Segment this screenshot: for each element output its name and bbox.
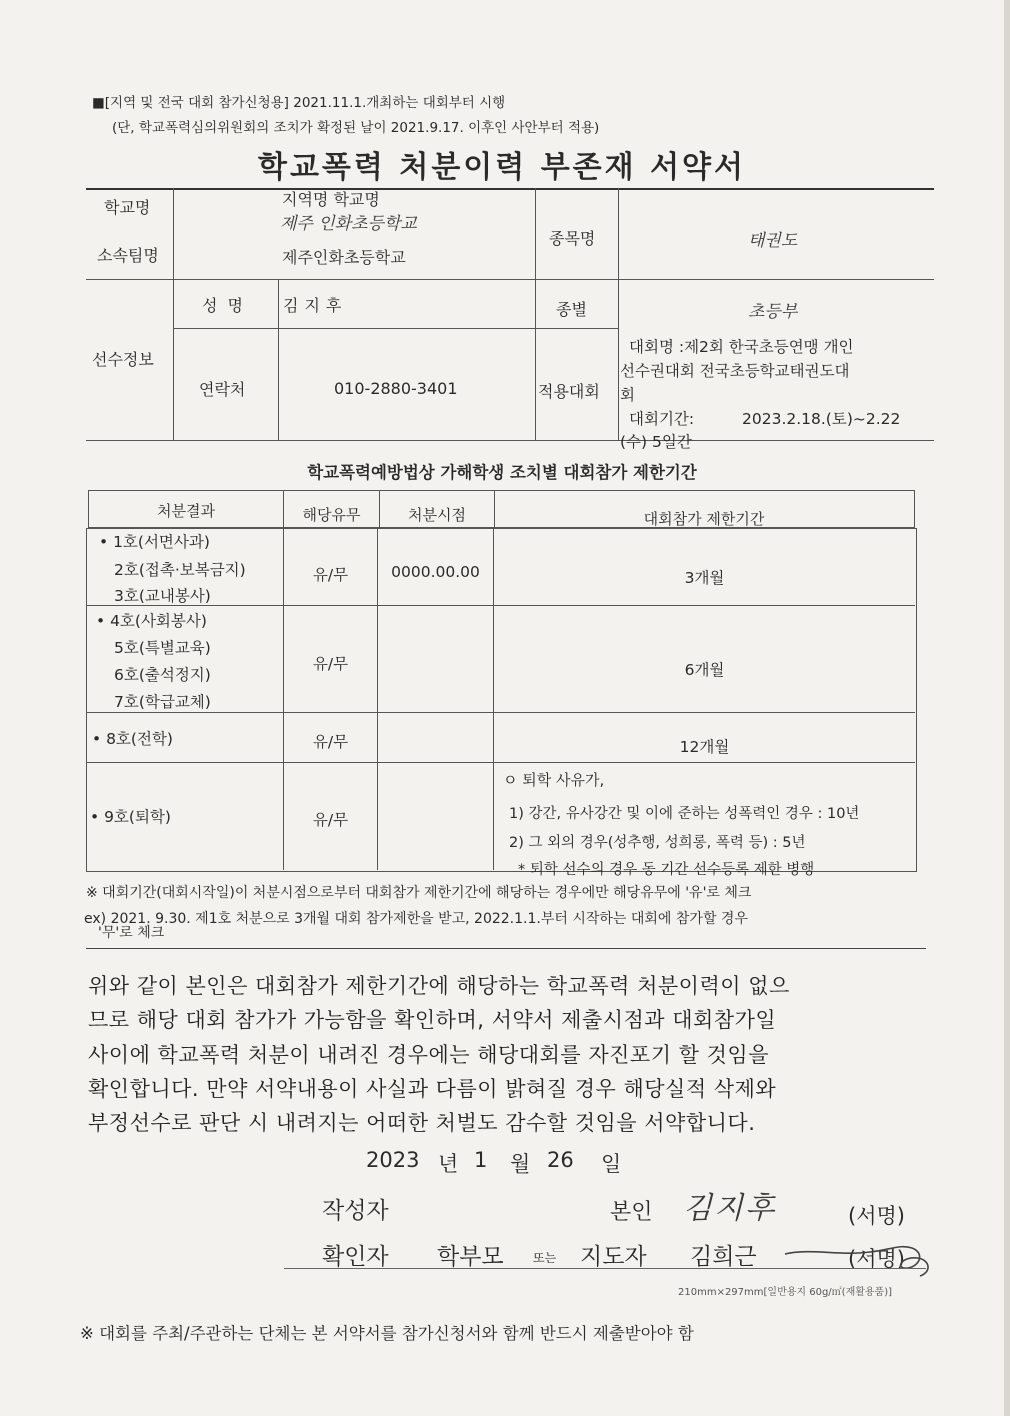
region-school-caption: 지역명 학교명 (282, 190, 380, 209)
example-line-1: ex) 2021. 9.30. 제1호 처분으로 3개월 대회 참가제한을 받고, 2022.1.1.부터 시작하는 대회에 참가할 경우 (84, 911, 748, 927)
writer-sign-mark: (서명) (848, 1204, 905, 1228)
contact-label: 연락처 (199, 380, 246, 399)
event-label: 종목명 (549, 229, 596, 248)
col-header-disposition-date: 처분시점 (408, 506, 466, 524)
pledge-line-4: 확인합니다. 만약 서약내용이 사실과 다름이 밝혀질 경우 해당실적 삭제와 (88, 1077, 777, 1101)
info-table-top (86, 188, 934, 190)
writer-label: 작성자 (322, 1198, 389, 1224)
competition-period-label: 대회기간: (629, 410, 695, 428)
table-row-3-applicable: 유/무 (312, 733, 349, 751)
table-row-3-period: 12개월 (679, 738, 730, 756)
writer-signature-name: 김지후 (683, 1191, 776, 1226)
table-row-2-item-2: 5호(특별교육) (114, 639, 211, 657)
table-row-3-item-1: • 8호(전학) (92, 730, 173, 748)
division-value: 초등부 (748, 302, 798, 322)
competition-period-duration: (수) 5일간 (620, 433, 692, 451)
date-year: 2023 (366, 1148, 420, 1172)
parent-label: 학부모 (437, 1244, 504, 1270)
pledge-line-1: 위와 같이 본인은 대회참가 제한기간에 해당하는 학교폭력 처분이력이 없으 (88, 974, 790, 998)
table-row-1-item-1: • 1호(서면사과) (99, 533, 210, 551)
expulsion-reason-2: 2) 그 외의 경우(성추행, 성희롱, 폭력 등) : 5년 (509, 835, 806, 851)
table-row-2-item-4: 7호(학급교체) (114, 693, 211, 711)
pledge-line-5: 부정선수로 판단 시 내려지는 어떠한 처벌도 감수할 것임을 서약합니다. (88, 1111, 756, 1135)
team-name-label: 소속팀명 (97, 246, 159, 265)
self-label: 본인 (610, 1200, 653, 1225)
coach-label: 지도자 (580, 1244, 647, 1270)
school-name-label: 학교명 (104, 198, 151, 217)
header-note-1: ■[지역 및 전국 대회 참가신청용] 2021.11.1.개최하는 대회부터 시행 (92, 95, 506, 111)
name-value: 김지후 (283, 296, 348, 315)
col-header-applicable: 해당유무 (302, 506, 361, 524)
school-name-value: 제주 인화초등학교 (280, 214, 417, 234)
table-row-2-item-1: • 4호(사회봉사) (96, 612, 207, 630)
col-header-result: 처분결과 (157, 502, 215, 520)
bottom-notice: ※ 대회를 주최/주관하는 단체는 본 서약서를 참가신청서와 함께 반드시 제출받아야 함 (80, 1324, 694, 1343)
coach-name: 김희근 (690, 1244, 757, 1270)
restriction-table-title: 학교폭력예방법상 가해학생 조치별 대회참가 제한기간 (307, 463, 697, 482)
competition-name-line-3: 회 (620, 386, 635, 404)
table-row-1-applicable: 유/무 (312, 566, 349, 584)
table-row-4-item-1: • 9호(퇴학) (90, 808, 171, 826)
coach-sign-mark: (서명) (848, 1247, 905, 1271)
document-title: 학교폭력 처분이력 부존재 서약서 (257, 150, 747, 185)
table-row-1-period: 3개월 (684, 569, 725, 587)
competition-name-line-1: 대회명 :제2회 한국초등연맹 개인 (629, 338, 854, 356)
or-label: 또는 (533, 1251, 557, 1265)
pledge-line-2: 므로 해당 대회 참가가 가능함을 확인하며, 서약서 제출시점과 대회참가일 (88, 1008, 777, 1032)
name-label: 성명 (202, 296, 253, 315)
expulsion-reason-title: ㅇ 퇴학 사유가, (503, 771, 605, 789)
division-label: 종별 (556, 300, 587, 319)
table-row-2-item-3: 6호(출석정지) (114, 666, 211, 684)
date-month: 1 (474, 1148, 488, 1172)
footnote-1: ※ 대회기간(대회시작일)이 처분시점으로부터 대회참가 제한기간에 해당하는 경우에만 해당유무에 '유'로 체크 (86, 885, 752, 901)
table-row-2-period: 6개월 (684, 661, 725, 679)
date-day: 26 (547, 1148, 574, 1172)
table-row-4-applicable: 유/무 (312, 811, 349, 829)
athlete-info-label: 선수정보 (92, 350, 154, 369)
competition-name-line-2: 선수권대회 전국초등학교태권도대 (620, 362, 850, 380)
date-month-unit: 월 (510, 1152, 531, 1176)
table-row-2-applicable: 유/무 (312, 655, 349, 673)
table-row-1-item-2: 2호(접촉·보복금지) (114, 561, 246, 579)
col-header-restriction-period: 대회참가 제한기간 (643, 510, 765, 528)
table-row-1-item-3: 3호(교내봉사) (114, 587, 211, 605)
paper-size-note: 210mm×297mm[일반용지 60g/㎡(재활용품)] (678, 1287, 893, 1298)
example-line-2: '무'로 체크 (98, 925, 165, 941)
header-note-2: (단, 학교폭력심의위원회의 조치가 확정된 날이 2021.9.17. 이후인 사안부터 적용) (112, 120, 600, 136)
pledge-line-3: 사이에 학교폭력 처분이 내려진 경우에는 해당대회를 자진포기 할 것임을 (88, 1043, 769, 1067)
expulsion-note: * 퇴학 선수의 경우 동 기간 선수등록 제한 병행 (518, 862, 815, 878)
applied-competition-label: 적용대회 (538, 382, 600, 401)
contact-value: 010-2880-3401 (334, 379, 458, 398)
competition-period-value: 2023.2.18.(토)~2.22 (742, 410, 901, 428)
confirmer-label: 확인자 (322, 1244, 389, 1270)
table-row-1-date: 0000.00.00 (391, 563, 480, 581)
event-value: 태권도 (748, 231, 798, 251)
handwritten-signature-scribble (780, 1226, 940, 1286)
team-name-value: 제주인화초등학교 (282, 248, 406, 267)
date-day-unit: 일 (601, 1152, 622, 1176)
date-year-unit: 년 (438, 1152, 459, 1176)
expulsion-reason-1: 1) 강간, 유사강간 및 이에 준하는 성폭력인 경우 : 10년 (509, 806, 860, 822)
